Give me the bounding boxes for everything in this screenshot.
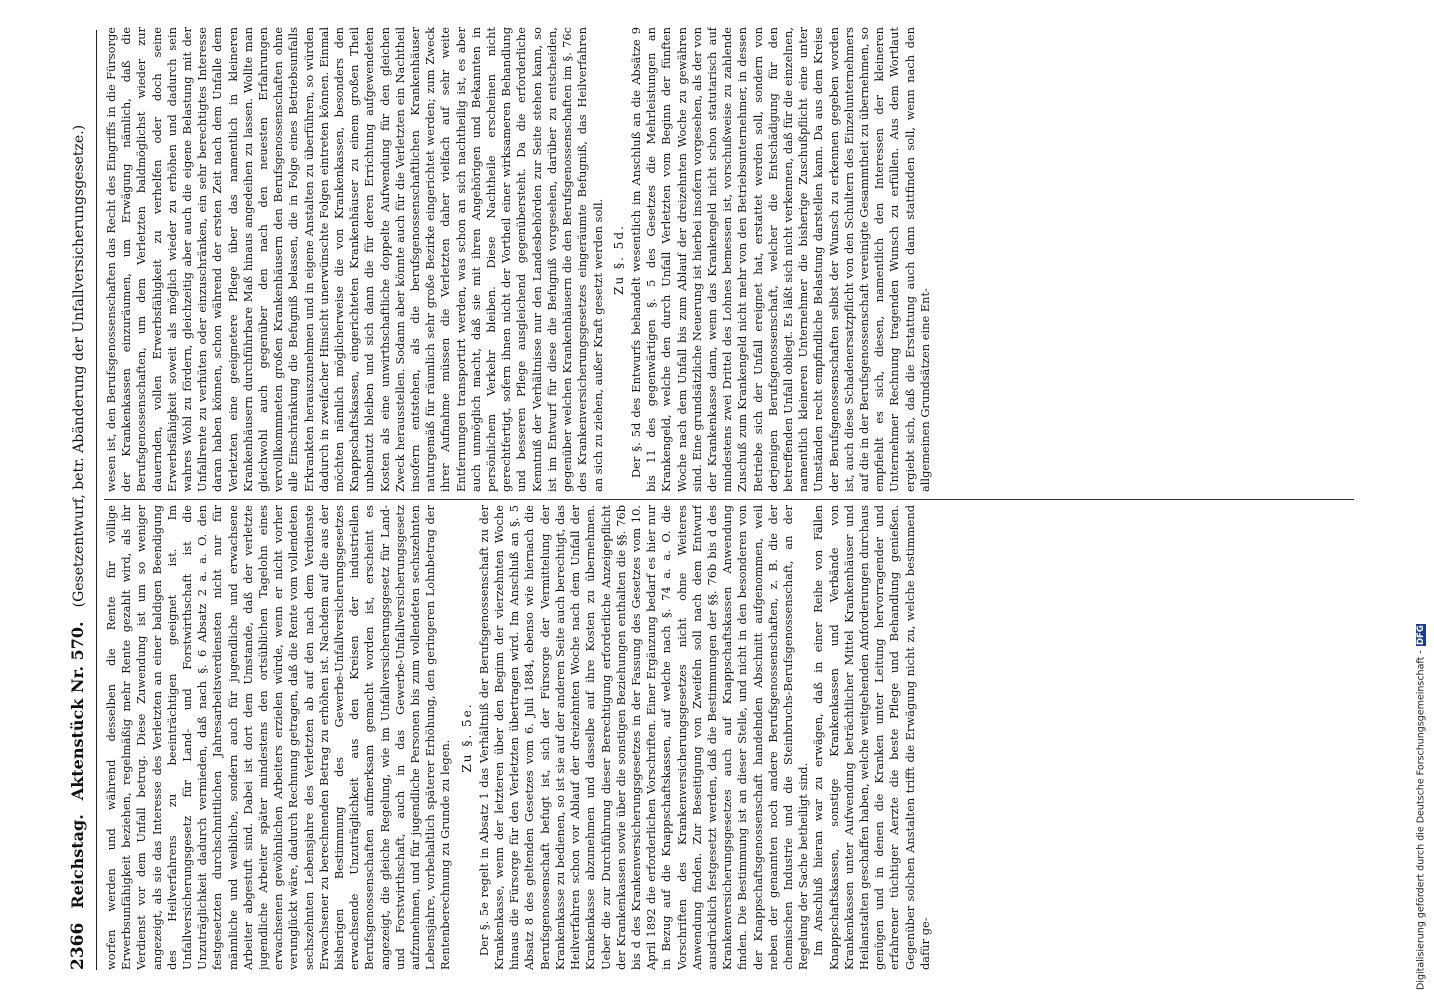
right-heading-1: Zu §. 5d. xyxy=(611,224,626,295)
right-column xyxy=(104,27,1354,492)
document-page xyxy=(60,0,1400,1000)
dfg-logo: DFG xyxy=(1416,625,1426,646)
header-section: Reichstag. xyxy=(68,814,87,909)
page-number: 2366 xyxy=(68,922,88,970)
page-header xyxy=(68,20,96,970)
left-paragraph-3: Im Anschluß hieran war zu erwägen, daß in einer Reihe von Fällen Knappschaftskassen, sonstige Krankenkassen und Verbände von Krankenkassen unter Aufwendung beträchtlicher Mittel Krankenhäuser und Heilanstalten geschaffen haben, welche weitgehenden Anforderungen durchaus genügen und in denen die Kranken unter Leitung hervorragender und erfahrener tüchtiger Aerzte die beste Pflege und Behandlung genießen. Gegenüber solchen Anstalten trifft die Erwägung nicht zu, welche bestimmend dafür ge- xyxy=(811,505,932,970)
header-title: (Gesetzentwurf, betr. Abänderung der Unfallversicherungsgesetze.) xyxy=(71,124,87,608)
right-paragraph-2: Der §. 5d des Entwurfs behandelt wesentlich im Anschluß an die Absätze 9 bis 11 des gegenwärtigen §. 5 des Gesetzes die Mehrleistungen an Krankengeld, welche den durch Unfall Verletzten vom Beginn der fünften Woche nach dem Unfall bis zum Ablauf der dreizehnten Woche zu gewähren sind. Eine grundsätzliche Neuerung ist hierbei insofern vorgesehen, als der von der Krankenkasse dann, wenn das Krankengeld nicht schon statutarisch auf mindestens zwei Drittel des Lohnes bemessen ist, vorschußweise zu zahlende Zuschuß zum Krankengeld nicht mehr von den Betriebsunternehmer, in dessen Betriebe sich der Unfall ereignet hat, erstattet werden soll, sondern von derjenigen Berufsgenossenschaft, welcher die Entschädigung für den betreffenden Unfall obliegt. Es läßt sich nicht verkennen, daß für die einzelnen, namentlich kleineren Unternehmer die bisherige Zuschußpflicht eine unter Umständen recht empfindliche Belastung darstellen kann. Da aus dem Kreise der Berufsgenossenschaften selbst der Wunsch zu erkennen gegeben worden ist, auch diese Schadenersatzpflicht von den Schultern des Einzelunternehmers auf die in der Berufsgenossenschaft vereinigte Gesammtheit zu übernehmen, so empfiehlt es sich, diesen, namentlich den Interessen der kleineren Unternehmer Rechnung tragenden Wunsch zu erfüllen. Aus dem Wortlaut ergiebt sich, daß die Erstattung auch dann stattfinden soll, wenn nach den allgemeinen Grundsätzen eine Ent- xyxy=(628,27,932,492)
left-heading-1: Zu §. 5e. xyxy=(459,702,474,773)
digitization-note xyxy=(1414,10,1428,990)
column-divider xyxy=(104,499,1354,500)
left-column xyxy=(104,505,1354,970)
header-document: Aktenstück Nr. 570. xyxy=(68,621,87,801)
left-paragraph-2: Der §. 5e regelt in Absatz 1 das Verhältniß der Berufsgenossenschaft zu der Krankenkasse, wenn der letzteren über den Beginn der vierzehnten Woche hinaus die Fürsorge für den Verletzten übertragen wird. Im Anschluß an §. 5 Absatz 8 des geltenden Gesetzes vom 6. Juli 1884, ebenso wie hiernach die Berufsgenossenschaft befugt ist, sich der Fürsorge der Vermittelung der Krankenkasse zu bedienen, so ist sie auf der anderen Seite auch berechtigt, das Heilverfahren schon vor Ablauf der dreizehnten Woche nach dem Unfall der Krankenkasse abzunehmen und dasselbe auf ihre Kosten zu übernehmen. Ueber die zur Durchführung dieser Berechtigung erforderliche Anzeigepflicht der Krankenkassen sowie über die sonstigen Beziehungen enthalten die §§. 76b bis d des Krankenversicherungsgesetzes in der Fassung des Gesetzes vom 10. April 1892 die erforderlichen Vorschriften. Einer Ergänzung bedarf es hier nur in Bezug auf die Knappschaftskassen, auf welche nach §. 74 a. a. O. die Vorschriften des Krankenversicherungsgesetzes nicht ohne Weiteres Anwendung finden. Zur Beseitigung von Zweifeln soll nach dem Entwurf ausdrücklich festgesetzt werden, daß die Bestimmungen der §§. 76b bis d des Krankenversicherungsgesetzes auch auf Knappschaftskassen Anwendung finden. Die Bestimmung ist an dieser Stelle, und nicht in den besonderen von der Knappschaftsgenossenschaft handelnden Abschnitt aufgenommen, weil neben der genannten noch andere Berufsgenossenschaften, z. B. die der chemischen Industrie und die Steinbruchs-Berufsgenossenschaft, an der Regelung der Sache betheiligt sind. xyxy=(476,505,811,970)
right-paragraph-1: wesen ist, den Berufsgenossenschaften das Recht des Eingriffs in die Fürsorge der Krankenkassen einzuräumen, um Erwägung nämlich, daß die Berufsgenossenschaften, um dem Verletzten baldmöglichst wieder zur dauernden, vollen Erwerbsfähigkeit zu verhelfen oder doch seine Erwerbsfähigkeit soweit als möglich wieder zu erhöhen und dadurch sein wahres Wohl zu fördern, gleichzeitig aber auch die eigene Belastung mit der Unfallrente zu verhüten oder einzuschränken, ein sehr berechtigtes Interesse daran haben können, schon während der ersten Zeit nach dem Unfalle dem Verletzten eine geeignetere Pflege über das namentlich in kleineren Krankenhäusern durchführbare Maß hinaus angedeihen zu lassen. Wollte man gleichwohl auch gegenüber den nach den neuesten Erfahrungen vervollkommneten großen Krankenhäusern den Berufsgenossenschaften ohne alle Einschränkung die Befugniß belassen, die in Folge eines Betriebsunfalls Erkrankten herauszunehmen und in eigene Anstalten zu überführen, so würden dadurch in zweifacher Hinsicht unerwünschte Folgen eintreten können. Einmal möchten nämlich möglicherweise die von Krankenkassen, besonders den Knappschaftskassen, eingerichteten Krankenhäuser zu einem großen Theil unbenutzt bleiben und sich dann die für deren Errichtung aufgewendeten Kosten als eine unwirthschaftliche doppelte Aufwendung für den gleichen Zweck herausstellen. Sodann aber könnte auch für die Verletzten ein Nachtheil insofern entstehen, als die berufsgenossenschaftlichen Krankenhäuser naturgemäß für räumlich sehr große Bezirke eingerichtet werden; zum Zweck ihrer Aufnahme müssen die Verletzten daher vielfach auf sehr weite Entfernungen transportirt werden, was schon an sich nachtheilig ist, es aber auch unmöglich macht, daß sie mit ihren Angehörigen und Bekannten in persönlichem Verkehr bleiben. Diese Nachtheile erscheinen nicht gerechtfertigt, sofern ihnen nicht der Vortheil einer wirksameren Behandlung und besseren Pflege ausgleichend gegenübersteht. Da die erforderliche Kenntniß der Verhältnisse nur den Landesbehörden zur Seite stehen kann, so ist im Entwurf für diese die Befugniß vorgesehen, darüber zu entscheiden, gegenüber welchen Krankenhäusern die den Berufsgenossenschaften im §. 76c des Krankenversicherungsgesetzes eingeräumte Befugniß, das Heilverfahren an sich zu ziehen, außer Kraft gesetzt werden soll. xyxy=(104,27,605,492)
header-rule xyxy=(96,30,97,970)
left-paragraph-1: worfen werden und während desselben die Rente für völlige Erwerbsunfähigkeit beziehen, regelmäßig mehr Rente gezahlt wird, als ihr Verdienst vor dem Unfall betrug. Diese Zuwendung ist um so weniger angezeigt, als sie das Interesse des Verletzten an einer baldigen Beendigung des Heilverfahrens zu beeinträchtigen geeignet ist. Im Unfallversicherungsgesetz für Land- und Forstwirthschaft ist die Unzuträglichkeit dadurch vermieden, daß nach §. 6 Absatz 2 a. a. O. den festgesetzten durchschnittlichen Jahresarbeitsverdiensten nicht nur für männliche und weibliche, sondern auch für jugendliche und erwachsene Arbeiter abgestuft sind. Dabei ist dort dem Umstande, daß der verletzte jugendliche Arbeiter später mindestens den ortsüblichen Tagelohn eines erwachsenen gewöhnlichen Arbeiters erzielen würde, wenn er nicht vorher verunglückt wäre, dadurch Rechnung getragen, daß die Rente vom vollendeten sechszehnten Lebensjahre des Verletzten ab auf den nach dem Verdienste Erwachsener zu berechnenden Betrag zu erhöhen ist. Nachdem auf die aus der bisherigen Bestimmung des Gewerbe-Unfallversicherungsgesetzes erwachsende Unzuträglichkeit aus den Kreisen der industriellen Berufsgenossenschaften aufmerksam gemacht worden ist, erscheint es angezeigt, die gleiche Regelung, wie im Unfallversicherungsgesetz für Land- und Forstwirthschaft, auch in das Gewerbe-Unfallversicherungsgesetz aufzunehmen, und für jugendliche Personen bis zum vollendeten sechszehnten Lebensjahre, vorbehaltlich späterer Erhöhung, den geringeren Lohnbetrag der Rentenberechnung zu Grunde zu legen. xyxy=(104,505,453,970)
digitization-text: Digitalisierung gefördert durch die Deutsche Forschungsgemeinschaft - xyxy=(1415,650,1427,990)
